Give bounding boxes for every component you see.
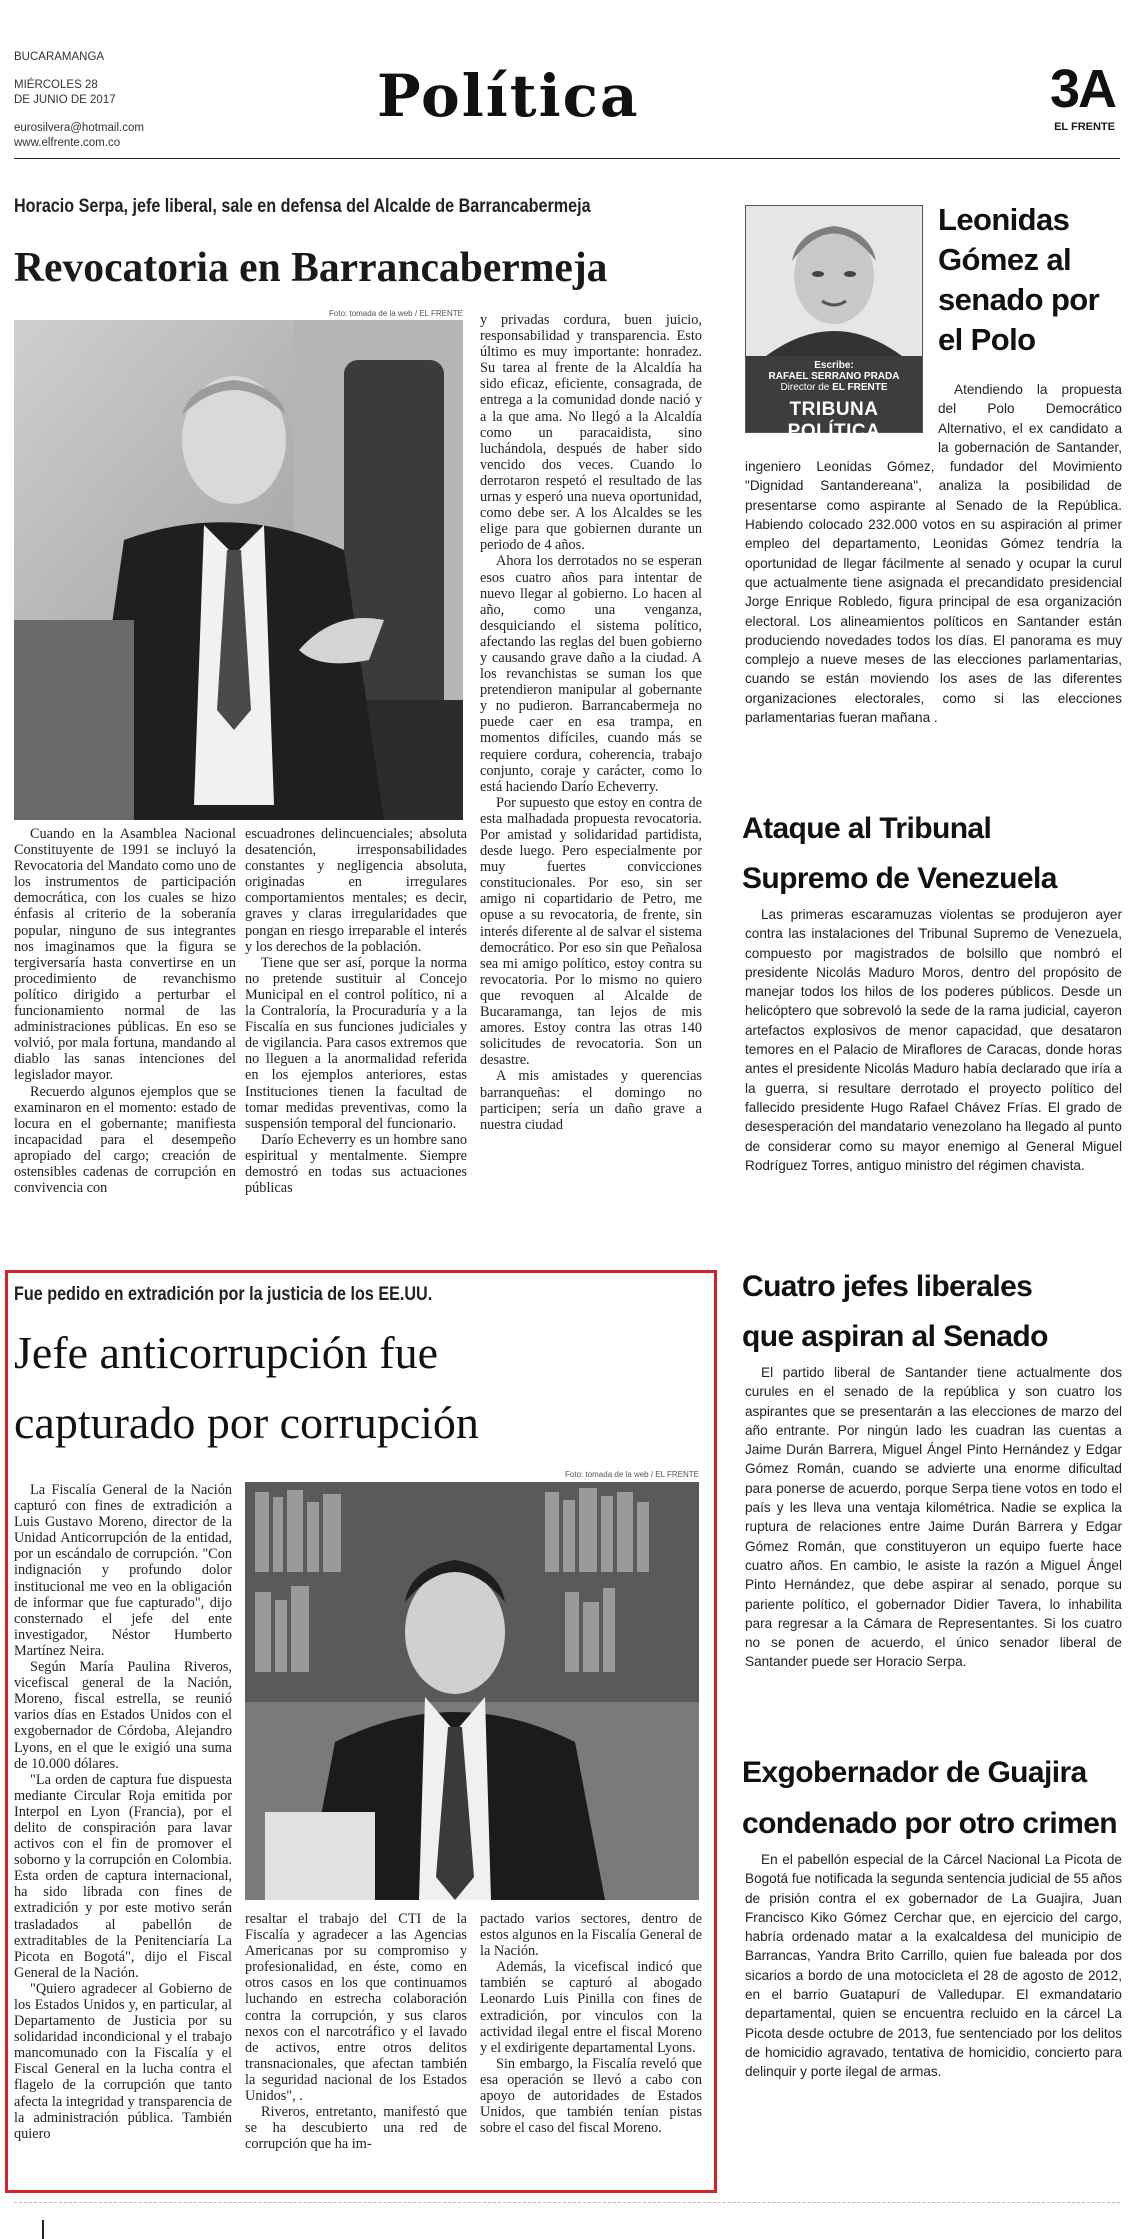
header-date-2: DE JUNIO DE 2017 <box>14 94 116 106</box>
fiscal-col1-p2: Según María Paulina Riveros, vicefiscal general de la Nación, Moreno, fiscal estrella, se reunió varios días en Estados Unidos con el exgobernador de Córdoba, Alejandro Lyons, en el que le exigió una suma de 10.000 dólares. <box>14 1659 232 1772</box>
guajira-headline-1: Exgobernador de Guajira <box>742 1756 1087 1789</box>
header-date-1: MIÉRCOLES 28 <box>14 79 98 91</box>
fiscal-headline-1: Jefe anticorrupción fue <box>14 1327 439 1378</box>
story1-column-3 <box>480 312 702 1133</box>
page-fold-line <box>14 2202 1120 2203</box>
fiscal-column-3 <box>480 1911 702 2136</box>
story1-kicker: Horacio Serpa, jefe liberal, sale en defensa del Alcalde de Barrancabermeja <box>14 196 591 217</box>
columnist-role: Director de <box>780 382 830 393</box>
fiscal-kicker: Fue pedido en extradición por la justicia de los EE.UU. <box>14 1284 433 1305</box>
fiscal-photo-image <box>245 1482 699 1900</box>
guajira-body-wrap <box>745 1850 1122 2082</box>
columnist-column-name: TRIBUNA POLÍTICA <box>787 399 881 442</box>
page-number: 3A <box>1049 59 1115 119</box>
venezuela-body: Las primeras escaramuzas violentas se produjeron ayer contra las instalaciones del Tribunal Supremo de Venezuela, compuesto por magistrados de bolsillo que nombró el presidente Nicolás Maduro Moros, dentro del propósito de manejar todos los hilos de los poderes públicos. Desde un helicóptero que sobrevoló la sede de la rama judicial, cayeron artefactos explosivos de menor capacidad, que desataron temores en el Palacio de Miraflores de Caracas, donde horas antes el presidente Nicolás Maduro había declarado que iría a la guerra, si resultare derrotado el proyecto político del fallecido presidente Hugo Rafael Chávez Frías. El grado de desesperación del mandatario venezolano ha llegado al punto de considerar como su mayor enemigo al General Miguel Rodríguez Torres, antiguo ministro del régimen chavista. <box>745 907 1122 1173</box>
venezuela-body-wrap <box>745 905 1122 1175</box>
guajira-headline-2: condenado por otro crimen <box>742 1807 1118 1840</box>
fiscal-col1-p3: "La orden de captura fue dispuesta mediante Circular Roja emitida por Interpol en Lyon (Francia), por el delito de conspiración para lavar activos con el fin de promover el soborno y la corrupción en Colombia. Esta orden de captura internacional, ha sido librada con fines de extradición y por este motivo serán trasladados al pabellón de extraditables de la Penitenciaría La Picota en Bogotá", dijo el Fiscal General de la Nación. <box>14 1771 232 1981</box>
columnist-portrait <box>746 206 922 356</box>
leonidas-body-wrap <box>745 380 1122 790</box>
story1-headline: Revocatoria en Barrancabermeja <box>14 245 608 291</box>
story1-col2-p2: Tiene que ser así, porque la norma no pretende sustituir al Concejo Municipal en el control político, ni a la Contraloría, la Procuraduría y a la Fiscalía en sus funciones judiciales y de vigilancia. Para casos extremos que no lleguen a la anormalidad referida en los ejemplos anteriores, estas Instituciones tienen la facultad de tomar medidas preventivas, como la suspensión temporal del funcionario. <box>245 954 467 1132</box>
fiscal-col1-p4: "Quiero agradecer al Gobierno de los Estados Unidos y, en particular, al Departamento de Justicia por su solidaridad incondicional y el trabajo mancomunado con la Fiscalía y el Fiscal General en la lucha contra el flagelo de la corrupción que tanto afecta la integridad y transparencia de la administración pública. También quiero <box>14 1980 232 2142</box>
story1-col3-p3: Por supuesto que estoy en contra de esta malhadada propuesta revocatoria. Por amistad y solidaridad partidista, desde luego. Pero especialmente por muy fuertes convicciones constitucionales. Por eso, sin ser amigo ni copartidario de Petro, me opuse a su revocatoria, de frente, sin interés diferente al de salvar el sistema democrático. Por eso sin que Peñalosa sea mi amigo político, estoy contra su revocatoria. Por lo mismo no quiero que revoquen al Alcalde de Bucaramanga, tan lejos de mis amores. Estoy contra las otras 140 solicitudes de revocatoria. Son un desastre. <box>480 794 702 1069</box>
liberales-headline-2: que aspiran al Senado <box>742 1320 1048 1353</box>
leonidas-body: Atendiendo la propuesta del Polo Democrático Alternativo, el ex candidato a la gobernación de Santander, ingeniero Leonidas Gómez, fundador del Movimiento "Dignidad Santandereana", analiza la posibilidad de presentarse como aspirante al Senado de la República. Habiendo colocado 232.000 votos en su aspiración al primer empleo del departamento, Leonidas Gómez tendría la oportunidad de llegar fácilmente al senado y ocupar la curul que actualmente tiene asignada el precandidato presidencial Jorge Enrique Robledo, figura principal de esa organización electoral. Los alineamientos políticos en Santander están produciendo novedades todos los días. El panorama es muy complejo a nueve meses de las elecciones parlamentarias, cuando se están moviendo los ases de las diferentes organizaciones electorales, como si las elecciones parlamentarias fueran mañana . <box>745 382 1122 726</box>
leonidas-headline: Leonidas Gómez al senado por el Polo <box>938 202 1100 357</box>
header-brand: EL FRENTE <box>1054 121 1115 133</box>
fiscal-col1-p1: La Fiscalía General de la Nación capturó con fines de extradición a Luis Gustavo Moreno, director de la Unidad Anticorrupción de la entidad, por un escándalo de corrupción. "Con indignación y profundo dolor institucional me veo en la obligación de informar que fue capturado", dijo consternado el jefe del ente investigador, Néstor Humberto Martínez Neira. <box>14 1482 232 1659</box>
venezuela-headline-2: Supremo de Venezuela <box>742 862 1057 895</box>
story1-column-1 <box>14 826 236 1196</box>
story1-col3-p2: Ahora los derrotados no se esperan esos cuatro años para intentar de nuevo llegar al gobierno. Lo hacen al año, como una venganza, desquiciando el sistema político, afectando las reglas del buen gobierno y causando grave daño a la ciudad. A los revanchistas se suman los que pretendieron manipular al gobernante y no pudieron. Barrancabermeja no puede caer en esa trampa, en momentos difíciles, cuando más se requiere cordura, coherencia, trabajo conjunto, coraje y carácter, como lo está haciendo Darío Echeverry. <box>480 553 702 795</box>
header-email: eurosilvera@hotmail.com <box>14 122 144 134</box>
columnist-writes: Escribe: <box>814 360 854 371</box>
section-title: Política <box>377 62 640 130</box>
fiscal-col3-p2: Además, la vicefiscal indicó que también se capturó al abogado Leonardo Luis Pinilla con fines de extradición, por vinculos con la actividad ilegal entre el fiscal Moreno y el exdirigente departamental Lyons. <box>480 1959 702 2056</box>
fiscal-column-2 <box>245 1911 467 2152</box>
story1-col3-p4: A mis amistades y querencias barranqueñas: el domingo no participen; sería un daño grave a nuestra ciudad <box>480 1068 702 1133</box>
fiscal-col2-p2: Riveros, entretanto, manifestó que se ha descubierto una red de corrupción que ha im- <box>245 2104 467 2153</box>
story1-col2-p3: Darío Echeverry es un hombre sano espiritual y mentalmente. Siempre demostró en todas sus actuaciones públicas <box>245 1131 467 1197</box>
header-website: www.elfrente.com.co <box>14 137 121 149</box>
story1-photo-credit: Foto: tomada de la web / EL FRENTE <box>329 309 463 318</box>
fiscal-col2-p1: resaltar el trabajo del CTI de la Fiscalía y agradecer a las Agencias Americanas por su compromiso y profesionalidad, en éste, como en otros casos en los que continuamos luchando en estrecha colaboración contra la corrupción, y sus claros nexos con el narcotráfico y el lavado de activos, entre otros delitos transnacionales, que afectan también la seguridad nacional de los Estados Unidos", . <box>245 1911 467 2105</box>
fiscal-photo <box>245 1482 699 1900</box>
liberales-body-wrap <box>745 1363 1122 1672</box>
fiscal-headline-2: capturado por corrupción <box>14 1397 479 1448</box>
story1-col1-p1: Cuando en la Asamblea Nacional Constituyente de 1991 se incluyó la Revocatoria del Mandato como uno de los instrumentos de participación democrática, con los cuales se hizo énfasis al criterio de la soberanía popular, ninguno de sus integrantes nos imaginamos que la figura se tergiversaría hasta convertirse en un procedimiento de revanchismo político dirigido a perturbar el funcionamiento normal de las administraciones públicas. En eso se volvió, por mala fortuna, mandando al diablo las sanas intenciones del legislador mayor. <box>14 826 236 1084</box>
story1-col3-p1: y privadas cordura, buen juicio, responsabilidad y transparencia. Esto último es muy importante: honradez. Su tarea al frente de la Alcaldía ha sido eficaz, eficiente, consagrada, de entrega a la comunidad donde nació y a la que ama. No llegó a la Alcaldía como un paracaidista, sino luchándola, después de haber sido vencido dos veces. Cuando lo derrotaron respetó el resultado de las urnas y esperó una nueva oportunidad, como debe ser. A los Alcaldes se les elige para que gobiernen durante un periodo de 4 años. <box>480 312 702 554</box>
liberales-headline-1: Cuatro jefes liberales <box>742 1270 1033 1303</box>
liberales-body: El partido liberal de Santander tiene actualmente dos curules en el senado de la república y son cuatro los aspirantes que se presentarán a las elecciones de marzo del año entrante. Por ningún lado les cuadran las cuentas a Jaime Durán Barrera, Miguel Ángel Pinto Hernández y Edgar Gómez Román, cuando se advierte una enorme dificultad para ponerse de acuerdo, porque Serpa tiene votos en todo el país y les lleva una ventaja kilométrica. Nadie se explica la ruptura de relaciones entre Jaime Durán Barrera y Edgar Gómez Román, que constituyeron un equipo fuerte hace cuatro años. En cambio, le asiste la razón a Miguel Ángel Pinto Hernández, que debe aspirar al senado, porque su pariente político, el gobernador Didier Tavera, lo inhabilita para regresar a la Cámara de Representantes. Si los cuatro no se ponen de acuerdo, el único senador liberal de Santander puede ser Horacio Serpa. <box>745 1365 1122 1670</box>
story1-photo-image <box>14 320 463 820</box>
story1-col2-p1: escuadrones delincuenciales; absoluta desatención, irresponsabilidades constantes y negligencia absoluta, originadas en irregulares comportamientos mentales; es decir, graves y claras irregularidades que pongan en riesgo irreparable el interés y los derechos de la población. <box>245 826 467 955</box>
story1-col1-p2: Recuerdo algunos ejemplos que se examinaron en el momento: estado de locura en el gobernante; manifiesta incapacidad para el desempeño apropiado del cargo; creación de ostensibles cadenas de corrupción en convivencia con <box>14 1083 236 1197</box>
header-city: BUCARAMANGA <box>14 51 105 63</box>
guajira-body: En el pabellón especial de la Cárcel Nacional La Picota de Bogotá fue notificada la segunda sentencia judicial de 55 años de prisión contra el ex gobernador de La Guajira, Juan Francisco Kiko Gómez Cerchar que, en ejercicio del cargo, habría ordenado matar a la exalcaldesa del municipio de Barrancas, Yandra Brito Carrillo, quien fue baleada por dos sicarios a bordo de una motocicleta el 28 de agosto de 2012, en el barrio Guatapurí de Valledupar. El exmandatario departamental, quien se encuentra recluido en la cárcel La Picota desde octubre de 2013, fue sentenciado por los delitos de homicidio agravado, tentativa de homicidio, concierto para delinquir y porte ilegal de armas. <box>745 1852 1122 2080</box>
fiscal-column-1 <box>14 1482 232 2142</box>
venezuela-headline-1: Ataque al Tribunal <box>742 812 992 845</box>
story1-column-2 <box>245 826 467 1196</box>
fiscal-col3-p3: Sin embargo, la Fiscalía reveló que esa operación se llevó a cabo con apoyo de autoridades de Estados Unidos, que también tenían pistas sobre el caso del fiscal Moreno. <box>480 2055 702 2137</box>
story1-photo <box>14 320 463 820</box>
columnist-brand: EL FRENTE <box>832 382 888 393</box>
leonidas-float-spacer <box>745 380 938 438</box>
fiscal-col3-p1: pactado varios sectores, dentro de estos algunos en la Fiscalía General de la Nación. <box>480 1911 702 1960</box>
scan-mark <box>42 2220 44 2239</box>
columnist-name: RAFAEL SERRANO PRADA <box>768 371 900 382</box>
header-rule <box>14 158 1120 159</box>
fiscal-photo-credit: Foto: tomada de la web / EL FRENTE <box>565 1470 699 1479</box>
